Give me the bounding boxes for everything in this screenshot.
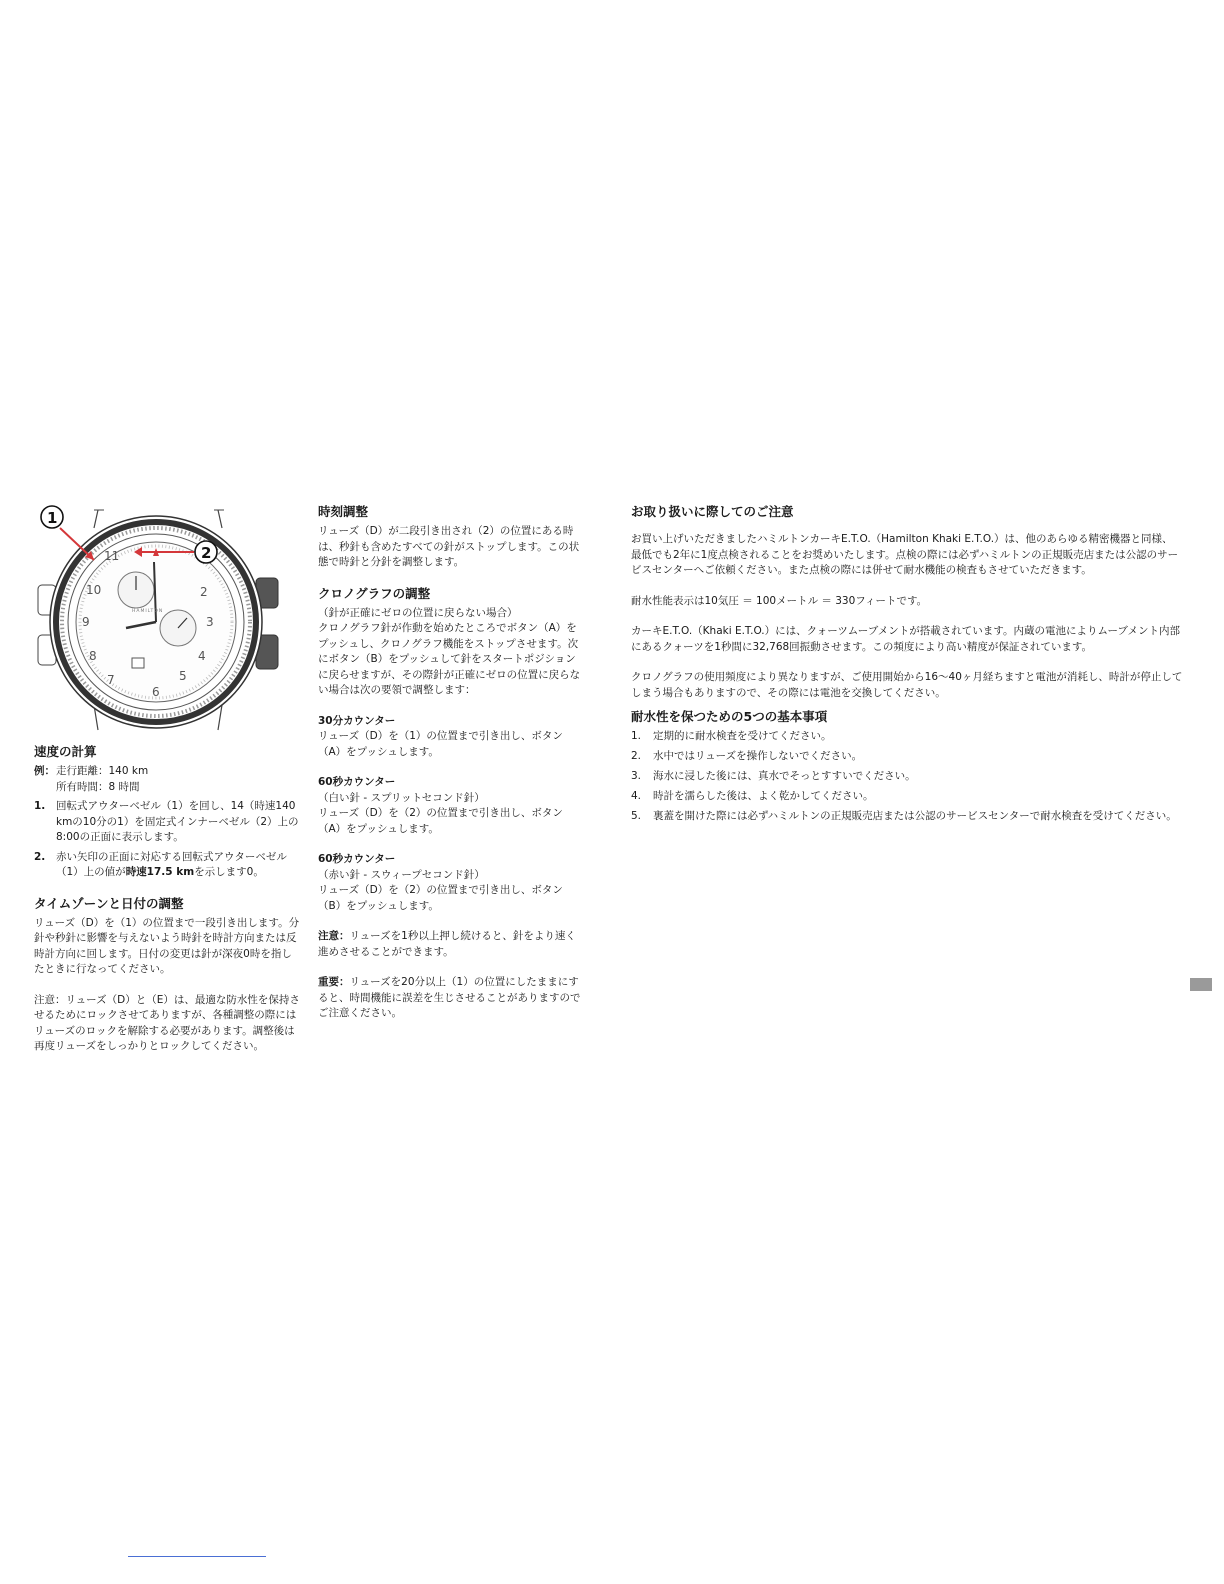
dial-number: 11 (104, 549, 120, 563)
counter-30-body: リューズ（D）を（1）の位置まで引き出し、ボタン（A）をプッシュします。 (318, 730, 563, 758)
callout-2: 2 (201, 544, 212, 562)
speed-title: 速度の計算 (34, 744, 97, 759)
step-number: 1. (34, 800, 46, 812)
dial-number: 3 (206, 615, 214, 629)
step-text: 赤い矢印の正面に対応する回転式アウターベゼル（1）上の値が時速17.5 kmを示します0。 (56, 850, 287, 878)
step-text: 回転式アウターベゼル（1）を回し、14（時速140 kmの10分の1）を固定式インナーベゼル（2）上の8:00の正面に表示します。 (56, 800, 299, 843)
list-item: 4. 時計を濡らした後は、よく乾かしてください。 (631, 790, 874, 802)
dial-number: 5 (179, 669, 187, 683)
dial-number: 2 (200, 585, 208, 599)
example-label: 例： (34, 765, 55, 777)
column-left (34, 744, 300, 1055)
water-title: 耐水性を保つための5つの基本事項 (631, 709, 828, 724)
dial-number: 6 (152, 685, 160, 699)
list-item: 3. 海水に浸した後には、真水でそっとすすいでください。 (631, 770, 916, 782)
counter-60a-body: リューズ（D）を（2）の位置まで引き出し、ボタン（A）をプッシュします。 (318, 807, 563, 835)
brand-mark: HAMILTON (132, 609, 164, 614)
dial-number: 10 (86, 583, 102, 597)
list-item: 5. 裏蓋を開けた際には必ずハミルトンの正規販売店または公認のサービスセンターで耐水検査を受けてください。 (631, 810, 1177, 822)
column-middle (318, 504, 584, 1022)
example-line: 走行距離：140 km (56, 765, 149, 777)
handling-paragraph: 耐水性能表示は10気圧 ＝ 100メートル ＝ 330フィートです。 (631, 594, 928, 607)
dial-number: 8 (89, 649, 97, 663)
dial-number: 4 (198, 649, 206, 663)
step-number: 2. (34, 850, 46, 863)
timezone-title: タイムゾーンと日付の調整 (34, 895, 184, 911)
chrono-important: 重要：リューズを20分以上（1）の位置にしたままにすると、時間機能に誤差を生じさせることがありますのでご注意ください。 (318, 976, 581, 1019)
time-setting-title: 時刻調整 (318, 504, 369, 519)
list-item: 1. 定期的に耐水検査を受けてください。 (631, 730, 832, 742)
chrono-subtitle: （針が正確にゼロの位置に戻らない場合） (318, 606, 518, 619)
example-line: 所有時間：8 時間 (56, 780, 140, 793)
counter-60a-sub: （白い針 - スプリットセコンド針） (318, 791, 485, 804)
list-item: 2. 水中ではリューズを操作しないでください。 (631, 750, 863, 762)
handling-title: お取り扱いに際してのご注意 (631, 504, 794, 519)
counter-60b-sub: （赤い針 - スウィープセコンド針） (318, 868, 485, 881)
chrono-title: クロノグラフの調整 (318, 585, 431, 601)
language-tab-marker (1190, 978, 1212, 991)
speed-step (34, 850, 300, 881)
footer-rule (128, 1556, 266, 1557)
chrono-body: クロノグラフ針が作動を始めたところでボタン（A）をプッシュし、クロノグラフ機能をストップさせます。次にボタン（B）をプッシュして針をスタートポジションに戻らせますが、その際針が正確にゼロの位置に戻らない場合は次の要領で調整します： (318, 622, 581, 696)
speed-result: 時速17.5 km (125, 866, 195, 878)
dial-number: 9 (82, 615, 90, 629)
callout-1: 1 (47, 509, 58, 527)
watch-illustration (34, 500, 284, 735)
timezone-note: 注意：リューズ（D）と（E）は、最適な防水性を保持させるためにロックさせてありますが、各種調整の際にはリューズのロックを解除する必要があります。調整後は再度リューズをしっかりとロックしてください。 (34, 993, 300, 1052)
counter-60a-title: 60秒カウンター (318, 776, 396, 788)
counter-60b-body: リューズ（D）を（2）の位置まで引き出し、ボタン（B）をプッシュします。 (318, 884, 563, 912)
counter-30-title: 30分カウンター (318, 714, 396, 727)
timezone-body: リューズ（D）を（1）の位置まで一段引き出します。分針や秒針に影響を与えないよう時針を時計方向または反時計方向に回します。日付の変更は針が深夜0時を指したときに行なってください。 (34, 916, 300, 975)
dial-number: 7 (107, 673, 115, 687)
time-setting-body: リューズ（D）が二段引き出され（2）の位置にある時は、秒針も含めたすべての針がストップします。この状態で時針と分針を調整します。 (318, 525, 580, 568)
handling-paragraph: クロノグラフの使用頻度により異なりますが、ご使用開始から16〜40ヶ月経ちますと電池が消耗し、時計が停止してしまう場合もありますので、その際には電池を交換してください。 (631, 671, 1183, 699)
handling-paragraph: お買い上げいただきましたハミルトンカーキE.T.O.（Hamilton Khaki E.T.O.）は、他のあらゆる精密機器と同様、最低でも2年に1度点検されることをお奨めいたします。点検の際には必ずハミルトンの正規販売店または公認のサービスセンターへご依頼ください。また点検の際には併せて耐水機能の検査もさせていただきます。 (631, 533, 1179, 576)
speed-step (34, 799, 300, 846)
water-list (631, 729, 1183, 825)
column-right (631, 504, 1183, 829)
counter-60b-title: 60秒カウンター (318, 853, 396, 865)
handling-paragraph: カーキE.T.O.（Khaki E.T.O.）には、クォーツムーブメントが搭載されています。内蔵の電池によりムーブメント内部にあるクォーツを1秒間に32,768回振動させます。この頻度により高い精度が保証されています。 (631, 625, 1180, 653)
speed-example (34, 764, 300, 795)
chrono-note: 注意：リューズを1秒以上押し続けると、針をより速く進めさせることができます。 (318, 930, 576, 958)
